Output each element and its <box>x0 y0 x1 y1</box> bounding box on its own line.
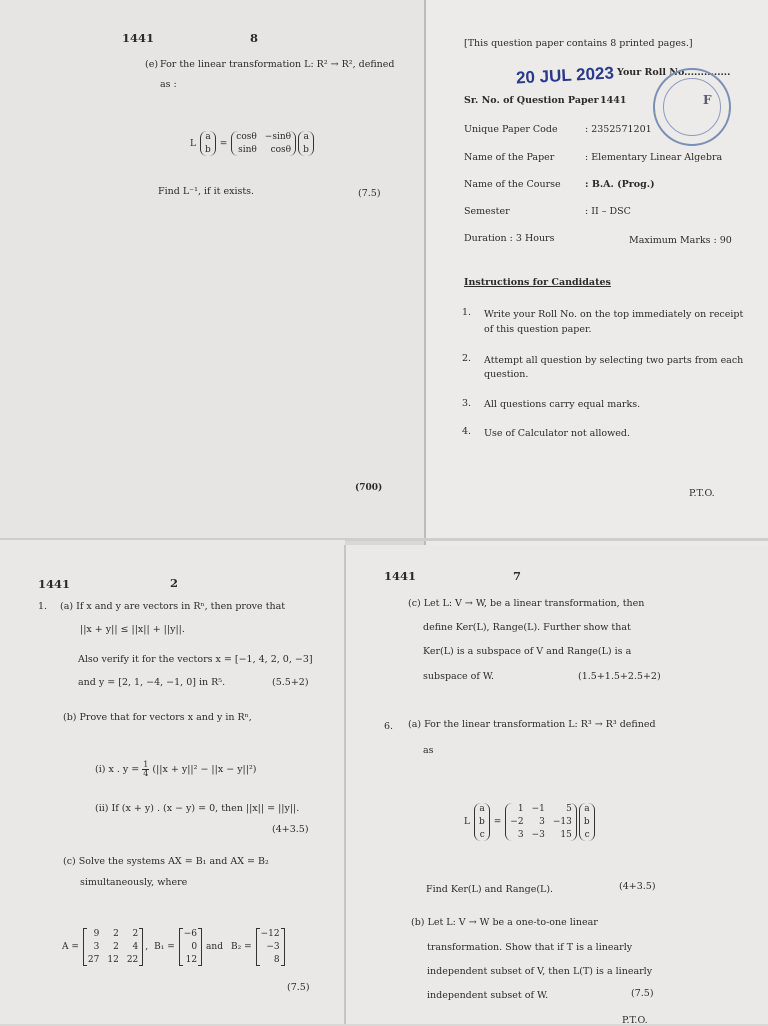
comma-separator: , <box>145 942 149 952</box>
q5c-marks: (1.5+1.5+2.5+2) <box>578 671 661 682</box>
find-inverse-text: Find L⁻¹, if it exists. <box>158 186 255 197</box>
paper-name-label: Name of the Paper <box>464 152 555 163</box>
vector-entry: c <box>584 830 590 840</box>
q1-number: 1. <box>38 601 48 612</box>
page-2-paper-code: 1441 <box>38 577 71 591</box>
duration-text: Duration : 3 Hours <box>464 233 555 244</box>
matrix-A <box>83 928 143 966</box>
transform-symbol: L <box>190 138 196 149</box>
matrix-cell: sinθ <box>238 145 257 155</box>
q1b-i-rhs: (||x + y||² − ||x − y||²) <box>152 764 257 775</box>
q5e-label: (e) <box>145 59 159 70</box>
matrix-cell: 27 <box>87 955 100 965</box>
page-8-number: 8 <box>250 31 259 45</box>
instruction-number: 2. <box>462 353 472 364</box>
semester-value: : II – DSC <box>585 206 631 217</box>
instruction-number: 3. <box>462 398 472 409</box>
output-vector <box>579 803 595 841</box>
q5e-marks: (7.5) <box>358 188 381 199</box>
vector-entry: a <box>479 804 485 814</box>
q5c-line: subspace of W. <box>423 671 495 682</box>
matrix-cell: 3 <box>93 942 100 952</box>
matrix-cell: 12 <box>185 955 198 965</box>
matrix-cell: −3 <box>266 942 280 952</box>
transformation-matrix-equation <box>464 803 595 841</box>
matrix-cell: 9 <box>93 929 100 939</box>
matrix-cell: cosθ <box>270 145 292 155</box>
unique-code-value: : 2352571201 <box>585 124 652 135</box>
q5e-text: For the linear transformation L: R² → R², defined <box>160 59 395 70</box>
q6b-line: independent subset of W. <box>427 990 549 1001</box>
vector-entry: b <box>478 817 485 827</box>
matrix-A-label: A = <box>62 942 79 952</box>
matrix-B2-label: B₂ = <box>230 942 252 952</box>
q5c-line: (c) Let L: V → W, be a linear transformation, then <box>408 598 645 609</box>
q1b-i <box>95 761 256 778</box>
instruction-text: All questions carry equal marks. <box>484 399 641 410</box>
matrix-cell: 0 <box>191 942 198 952</box>
vector-entry: b <box>204 145 211 155</box>
printed-pages-notice: [This question paper contains 8 printed pages.] <box>464 38 693 49</box>
fraction-numerator: 1 <box>143 760 149 769</box>
q1a-marks: (5.5+2) <box>272 677 309 688</box>
matrix-cell: −13 <box>552 817 572 827</box>
equals-sign: = <box>493 817 502 827</box>
q1a-line: ||x + y|| ≤ ||x|| + ||y||. <box>80 624 185 635</box>
matrix-cell: 2 <box>113 929 119 939</box>
q6b-line: independent subset of V, then L(T) is a linearly <box>427 966 653 977</box>
rotation-matrix <box>231 131 296 156</box>
matrix-B2 <box>256 928 285 966</box>
vector-entry: a <box>584 804 590 814</box>
vector-entry: b <box>583 817 590 827</box>
vector-entry: b <box>303 145 309 155</box>
course-name-label: Name of the Course <box>464 179 561 190</box>
vector-entry: a <box>303 132 309 142</box>
matrix-cell: cosθ <box>236 132 257 142</box>
instruction-number: 4. <box>462 426 472 437</box>
sr-no-value: 1441 <box>600 95 627 106</box>
matrix-cell: −sinθ <box>264 132 292 142</box>
q5c-line: define Ker(L), Range(L). Further show that <box>423 622 631 633</box>
equals-sign: = <box>219 138 228 149</box>
pto-label: P.T.O. <box>689 488 715 499</box>
q1b-i-lhs: (i) x . y = <box>95 764 140 775</box>
page-divider <box>344 545 346 1024</box>
unique-code-label: Unique Paper Code <box>464 124 558 135</box>
college-seal-icon <box>653 68 731 146</box>
matrix-cell: 5 <box>566 804 572 814</box>
matrix-cell: −12 <box>260 929 280 939</box>
page-7-paper-code: 1441 <box>384 569 417 583</box>
roll-number-field: Your Roll No.............. <box>617 67 731 78</box>
input-vector <box>200 131 216 156</box>
q1b-ii: (ii) If (x + y) . (x − y) = 0, then ||x|| = ||y||. <box>95 803 300 814</box>
rotation-matrix-equation <box>190 131 314 156</box>
instruction-text: Use of Calculator not allowed. <box>484 428 630 439</box>
q6-number: 6. <box>384 721 394 732</box>
instruction-text: Write your Roll No. on the top immediately on receipt <box>484 309 744 320</box>
date-stamp: 20 JUL 2023 <box>515 63 615 88</box>
copies-count: (700) <box>355 483 383 493</box>
page-8-paper-code: 1441 <box>122 31 155 45</box>
matrix-cell: 22 <box>126 955 139 965</box>
matrix-cell: −1 <box>531 804 545 814</box>
fraction-denominator: 4 <box>143 769 149 778</box>
q1b-line: (b) Prove that for vectors x and y in Rⁿ, <box>63 712 252 723</box>
matrix-cell: 1 <box>517 804 524 814</box>
instruction-text: question. <box>484 369 529 380</box>
q5c-line: Ker(L) is a subspace of V and Range(L) is a <box>423 646 632 657</box>
q1b-marks: (4+3.5) <box>272 824 309 835</box>
output-vector <box>298 131 314 156</box>
matrix-cell: −3 <box>531 830 545 840</box>
semester-label: Semester <box>464 206 510 217</box>
pto-label: P.T.O. <box>622 1015 648 1026</box>
transformation-matrix <box>505 803 577 841</box>
page-8-sheet <box>0 0 425 540</box>
quarter-fraction <box>142 761 149 778</box>
and-word: and <box>206 942 223 952</box>
instructions-heading: Instructions for Candidates <box>464 277 611 288</box>
max-marks-text: Maximum Marks : 90 <box>629 235 732 246</box>
seal-letter: F <box>703 93 712 107</box>
matrix-cell: 2 <box>132 929 139 939</box>
q6b-marks: (7.5) <box>631 988 654 999</box>
q6b-line: transformation. Show that if T is a linearly <box>427 942 633 953</box>
q1c-line: simultaneously, where <box>80 877 188 888</box>
q1a-line: and y = [2, 1, −4, −1, 0] in R⁵. <box>78 677 226 688</box>
matrix-cell: 4 <box>132 942 139 952</box>
instruction-number: 1. <box>462 307 472 318</box>
q6a-line: (a) For the linear transformation L: R³ → R³ defined <box>408 719 656 730</box>
matrix-B1 <box>179 928 202 966</box>
matrix-cell: −6 <box>183 929 198 939</box>
q1c-line: (c) Solve the systems AX = B₁ and AX = B₂ <box>63 856 269 867</box>
q1a-line: (a) If x and y are vectors in Rⁿ, then prove that <box>60 601 286 612</box>
matrix-cell: 2 <box>113 942 119 952</box>
q6b-line: (b) Let L: V → W be a one-to-one linear <box>411 917 598 928</box>
transform-symbol: L <box>464 817 470 827</box>
matrix-cell: 12 <box>107 955 119 965</box>
q1a-line: Also verify it for the vectors x = [−1, 4, 2, 0, −3] <box>78 654 313 665</box>
page-2-number: 2 <box>170 576 179 590</box>
matrix-cell: 3 <box>539 817 545 827</box>
matrix-B1-label: B₁ = <box>154 942 175 952</box>
course-name-value: : B.A. (Prog.) <box>585 179 655 190</box>
input-vector <box>474 803 490 841</box>
matrix-A-equation <box>62 928 285 966</box>
vector-entry: a <box>205 132 211 142</box>
matrix-cell: 8 <box>273 955 280 965</box>
matrix-cell: −2 <box>510 817 524 827</box>
instruction-text: of this question paper. <box>484 324 592 335</box>
q5e-as: as : <box>160 79 177 90</box>
paper-name-value: : Elementary Linear Algebra <box>585 152 723 163</box>
vector-entry: c <box>479 830 485 840</box>
q1c-marks: (7.5) <box>287 982 310 993</box>
page-7-number: 7 <box>513 569 522 583</box>
q6a-as: as <box>423 745 434 756</box>
matrix-cell: 3 <box>517 830 524 840</box>
matrix-cell: 15 <box>560 830 572 840</box>
page-divider <box>424 0 426 545</box>
q6a-marks: (4+3.5) <box>619 881 656 892</box>
q6a-find: Find Ker(L) and Range(L). <box>426 884 554 895</box>
sr-no-label: Sr. No. of Question Paper : <box>464 95 606 106</box>
instruction-text: Attempt all question by selecting two parts from each <box>484 355 744 366</box>
